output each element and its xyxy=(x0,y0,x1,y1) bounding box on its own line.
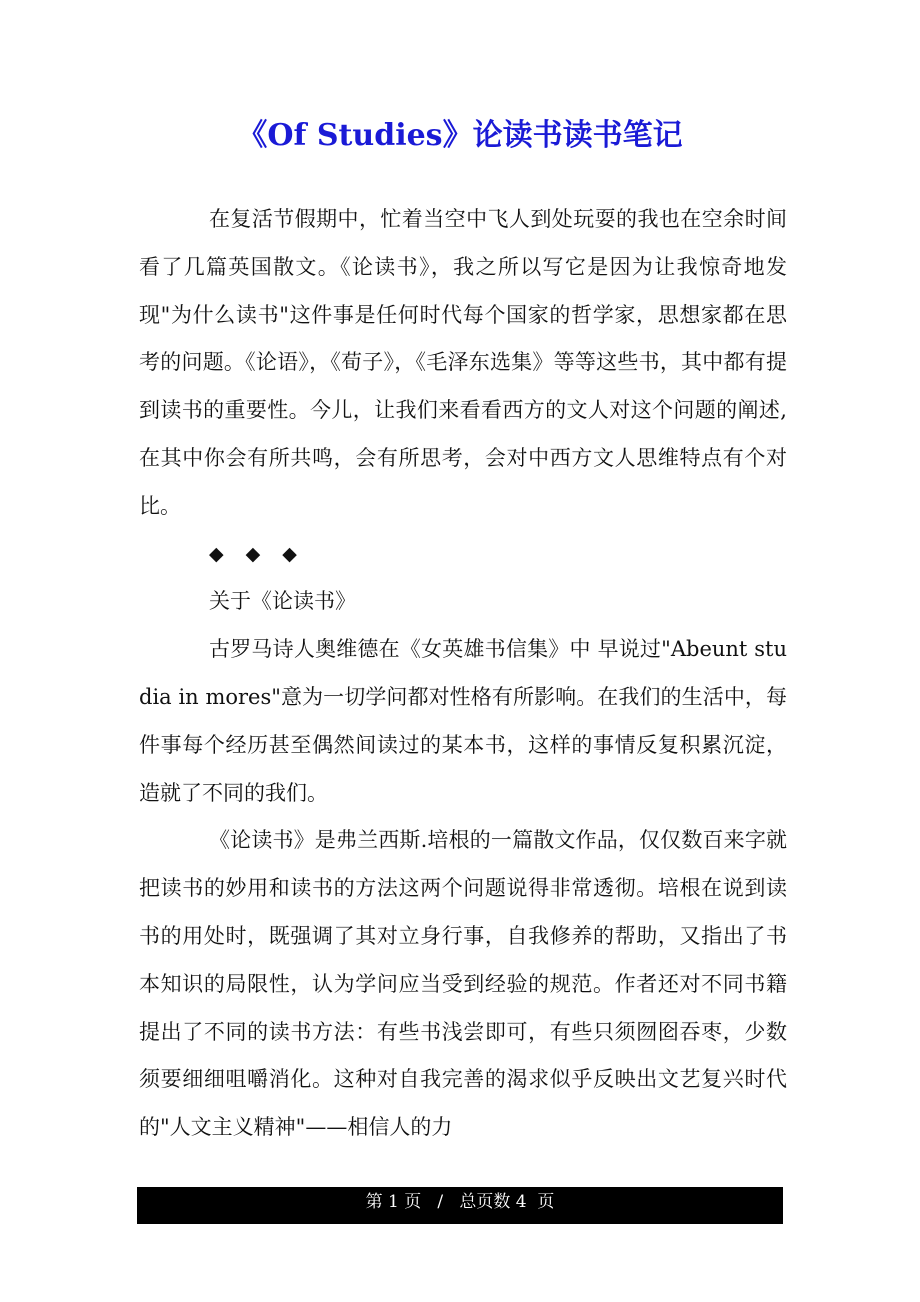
document-title: 《Of Studies》论读书读书笔记 xyxy=(237,118,683,153)
document-body xyxy=(139,196,787,1152)
intro-paragraph: 在复活节假期中，忙着当空中飞人到处玩耍的我也在空余时间看了几篇英国散文。《论读书》，我之所以写它是因为让我惊奇地发现"为什么读书"这件事是任何时代每个国家的哲学家，思想家都在思考的问题。《论语》，《荀子》，《毛泽东选集》等等这些书，其中都有提到读书的重要性。今儿，让我们来看看西方的文人对这个问题的阐述, 在其中你会有所共鸣，会有所思考，会对中西方文人思维特点有个对比。 xyxy=(139,207,787,518)
ovid-paragraph: 古罗马诗人奥维德在《女英雄书信集》中 早说过"Abeunt studia in mores"意为一切学问都对性格有所影响。在我们的生活中，每件事每个经历甚至偶然间读过的某本书，这样的事情反复积累沉淀，造就了不同的我们。 xyxy=(139,637,787,805)
page-footer: 第 1 页 / 总页数 4 页 xyxy=(137,1187,783,1224)
bacon-paragraph: 《论读书》是弗兰西斯.培根的一篇散文作品，仅仅数百来字就把读书的妙用和读书的方法这两个问题说得非常透彻。培根在说到读书的用处时，既强调了其对立身行事，自我修养的帮助，又指出了书本知识的局限性，认为学问应当受到经验的规范。作者还对不同书籍提出了不同的读书方法：有些书浅尝即可，有些只须囫囵吞枣，少数须要细细咀嚼消化。这种对自我完善的渴求似乎反映出文艺复兴时代的"人文主义精神"——相信人的力 xyxy=(139,828,787,1140)
section-heading: 关于《论读书》 xyxy=(209,589,356,614)
section-divider: ◆ ◆ ◆ xyxy=(209,542,305,565)
